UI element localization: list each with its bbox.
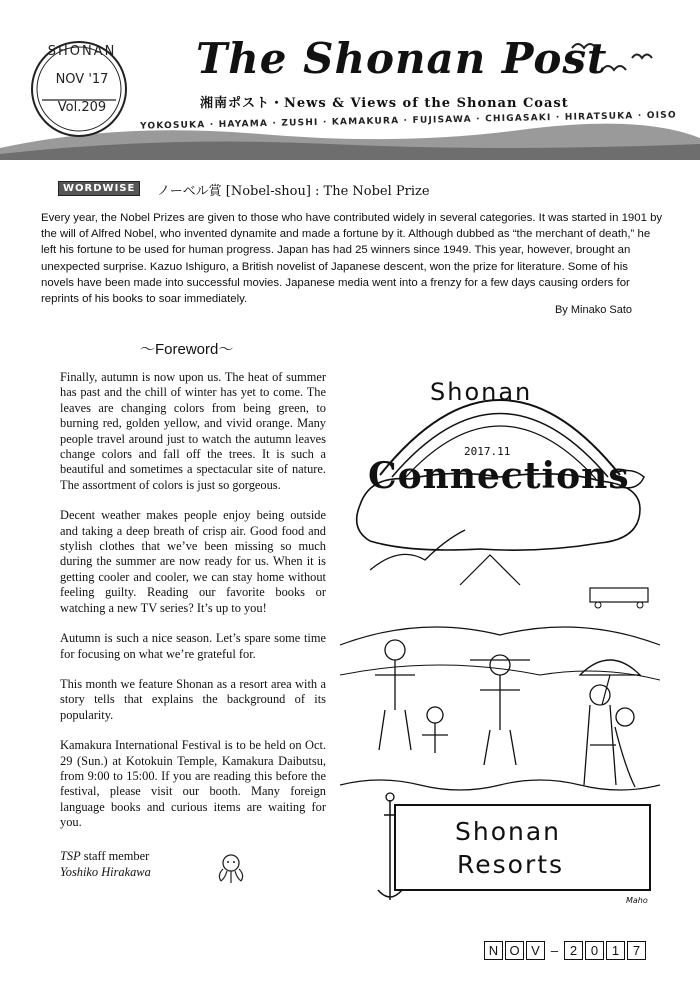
foreword-paragraph: Kamakura International Festival is to be held on Oct. 29 (Sun.) at Kotokuin Temple, Kamakura Daibutsu, from 9:00 to 15:00. If you are reading this before the festival, please visit our booth. Many foreign language books and curious items are waiting for you.: [60, 738, 326, 830]
issue-date-boxes: [484, 941, 648, 960]
wordwise-byline: By Minako Sato: [554, 304, 632, 316]
date-char-box: N: [484, 941, 503, 960]
newspaper-subtitle: 湘南ポスト・News & Views of the Shonan Coast: [200, 96, 569, 111]
date-char-box: 7: [627, 941, 646, 960]
wordwise-body: Every year, the Nobel Prizes are given to those who have contributed widely in several categories. It was started in 1901 by the will of Alfred Nobel, who invented dynamite and made a fortune by it. Although dubbed as “the merchant of death,” he left his fortune to be used for human progress. Japan has had 25 winners since 1949. This year, however, brought an unexpected surprise. Kazuo Ishiguro, a British novelist of Japanese descent, won the prize for literature. Some of his novels have been made into successful movies. Japanese media went into a frenzy for a few days causing orders for reprints of his books to soar immediately.: [41, 212, 663, 306]
coastal-towns-list: YOKOSUKA · HAYAMA · ZUSHI · KAMAKURA · FUJISAWA · CHIGASAKI · HIRATSUKA · OISO: [139, 110, 677, 132]
foreword-paragraph: Autumn is such a nice season. Let’s spare some time for focusing on what we’re grateful for.: [60, 631, 326, 661]
illustration-caption-line2: Resorts: [457, 850, 565, 879]
foreword-paragraph: This month we feature Shonan as a resort area with a story tells that explains the background of its popularity.: [60, 676, 326, 722]
wordwise-badge: WORDWISE: [58, 181, 140, 196]
foreword-paragraph: Decent weather makes people enjoy being outside and taking a deep breath of crisp air. Good food and stylish clothes that we’ve been missing so much during the summer are now ready for us. When it is getting cooler and cooler, we can stay home without feeling guilty. Reading our favorite books or watching a new TV series? It’s up to you!: [60, 508, 326, 615]
date-char-box: O: [505, 941, 524, 960]
signature-name: Yoshiko Hirakawa: [60, 865, 151, 879]
seagulls-icon: [562, 28, 662, 88]
stamp-volume: Vol.209: [57, 100, 107, 115]
illustration-caption-line1: Shonan: [455, 817, 562, 846]
illustration-artist: Maho: [626, 896, 648, 905]
octopus-icon: [212, 850, 250, 888]
newspaper-title: The Shonan Post: [196, 34, 608, 83]
foreword-paragraph: Finally, autumn is now upon us. The heat of summer has past and the chill of winter has yet to come. The leaves are changing colors from being green, to burning red, golden yellow, and vivid orange. Many people travel around just to watch the autumn leaves change colors and fall off the trees. It is such a beautiful and sometimes a spectacular site of nature. The assortment of colors is just so gorgeous.: [60, 370, 326, 492]
date-separator: –: [550, 943, 559, 958]
date-char-box: V: [526, 941, 545, 960]
illustration-date: 2017.11: [464, 445, 511, 458]
date-char-box: 1: [606, 941, 625, 960]
illustration-title-main: Connections: [368, 455, 630, 497]
masthead: [0, 0, 700, 160]
foreword-heading: ～Foreword～: [140, 341, 234, 358]
signature-org: TSP: [60, 849, 81, 863]
signature-role: staff member: [80, 849, 150, 863]
foreword-body: [60, 370, 326, 846]
wordwise-term: ノーベル賞 [Nobel-shou] : The Nobel Prize: [157, 184, 430, 199]
date-char-box: 2: [564, 941, 583, 960]
date-char-box: 0: [585, 941, 604, 960]
stamp-date: NOV '17: [55, 72, 109, 87]
stamp-name: SHONAN: [47, 44, 117, 59]
illustration-title-top: Shonan: [430, 378, 533, 406]
foreword-signature: [60, 848, 151, 880]
